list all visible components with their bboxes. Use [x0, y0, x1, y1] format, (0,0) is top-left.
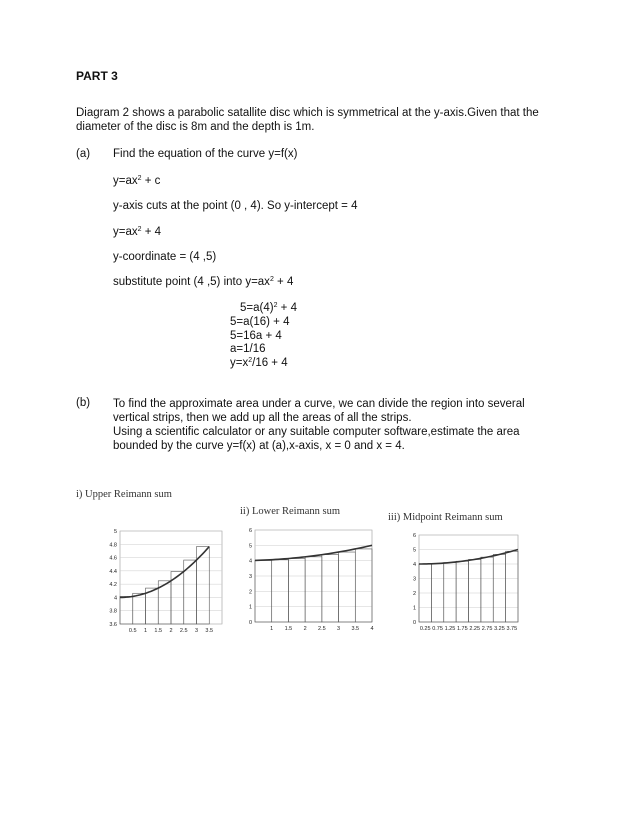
y-tick-label: 4: [412, 562, 416, 568]
eq-base: 5=a(4): [240, 302, 274, 314]
working-line-2: 5=a(16) + 4: [230, 316, 290, 328]
eq-tail: + 4: [277, 302, 297, 314]
eq-exponent: 2: [137, 226, 142, 233]
y-tick-label: 4.2: [109, 582, 117, 589]
eq-tail: + 4: [273, 276, 294, 288]
y-tick-label: 3: [248, 574, 252, 580]
part-heading: PART 3: [76, 69, 118, 83]
x-tick-label: 2.75: [481, 626, 493, 632]
figure-1-title: i) Upper Reimann sum: [76, 489, 172, 500]
eq-tail: + 4: [141, 226, 162, 238]
y-tick-label: 4.4: [109, 568, 117, 575]
y-tick-label: 5: [412, 547, 416, 554]
eq-base: y=ax: [113, 175, 138, 187]
x-tick-label: 3.25: [494, 626, 505, 632]
y-tick-label: 1: [248, 604, 252, 611]
intro-paragraph: Diagram 2 shows a parabolic satallite disc which is symmetrical at the y-axis.Given that the diameter of the disc is 8m and the depth is 1m.: [76, 107, 539, 133]
x-tick-label: 1.75: [456, 626, 468, 632]
y-tick-label: 2: [412, 591, 416, 597]
figure-3-title: iii) Midpoint Reimann sum: [388, 512, 503, 523]
y-tick-label: 2: [248, 589, 252, 596]
y-tick-label: 0: [248, 620, 252, 626]
y-tick-label: 3: [412, 576, 416, 583]
x-tick-label: 1: [270, 626, 274, 632]
x-tick-label: 2.5: [179, 628, 188, 634]
x-tick-label: 2.25: [469, 626, 481, 632]
y-intercept-line: y-axis cuts at the point (0 , 4). So y-intercept = 4: [113, 200, 358, 212]
eq-exponent: 2: [248, 357, 253, 364]
y-tick-label: 1: [412, 605, 416, 612]
x-tick-label: 1.5: [284, 626, 293, 632]
y-tick-label: 4.6: [109, 555, 117, 562]
part-a-label: (a): [76, 148, 91, 160]
y-tick-label: 3.6: [109, 622, 117, 628]
y-tick-label: 4.8: [109, 542, 117, 549]
x-tick-label: 0.5: [128, 628, 137, 634]
figure-2-title: ii) Lower Reimann sum: [240, 506, 341, 517]
y-coordinate-line: y-coordinate = (4 ,5): [113, 251, 217, 263]
x-tick-label: 3: [337, 626, 341, 632]
part-b-text-2: Using a scientific calculator or any suitable computer software,estimate the area bounded by the curve y=f(x) at (a),x-axis, x = 0 and x = 4.: [113, 426, 520, 452]
y-tick-label: 4: [248, 558, 252, 565]
part-b-label: (b): [76, 397, 91, 409]
x-tick-label: 0.25: [419, 626, 431, 632]
x-tick-label: 2: [169, 628, 173, 634]
working-line-4: a=1/16: [230, 343, 266, 355]
x-tick-label: 3.5: [205, 628, 214, 634]
eq-tail: /16 + 4: [252, 357, 288, 369]
x-tick-label: 3: [194, 628, 199, 634]
y-tick-label: 5: [113, 529, 117, 535]
x-tick-label: 0.75: [432, 626, 443, 632]
y-tick-label: 0: [412, 620, 416, 626]
eq-base: substitute point (4 ,5) into y=ax: [113, 276, 270, 288]
x-tick-label: 1.5: [154, 628, 163, 634]
x-tick-label: 2.5: [318, 626, 326, 632]
x-tick-label: 4: [370, 626, 374, 632]
y-tick-label: 6: [412, 533, 416, 539]
x-tick-label: 2: [303, 626, 307, 632]
y-tick-label: 6: [248, 528, 252, 534]
eq-exponent: 2: [273, 302, 278, 309]
part-b-text-1: To find the approximate area under a curve, we can divide the region into several vertical strips, then we add up all the areas of all the strips.: [113, 398, 525, 424]
working-line-3: 5=16a + 4: [230, 330, 282, 342]
eq-tail: + c: [141, 175, 161, 187]
y-tick-label: 4: [113, 595, 117, 602]
x-tick-label: 3.5: [351, 626, 360, 632]
eq-base: y=x: [230, 357, 249, 369]
x-tick-label: 1: [143, 628, 148, 634]
x-tick-label: 1.25: [444, 626, 456, 632]
eq-base: y=ax: [113, 226, 138, 238]
y-tick-label: 5: [248, 543, 252, 550]
y-tick-label: 3.8: [109, 608, 117, 615]
eq-exponent: 2: [269, 276, 274, 283]
eq-exponent: 2: [137, 175, 142, 182]
x-tick-label: 3.75: [506, 626, 518, 632]
part-a-question: Find the equation of the curve y=f(x): [113, 148, 298, 160]
